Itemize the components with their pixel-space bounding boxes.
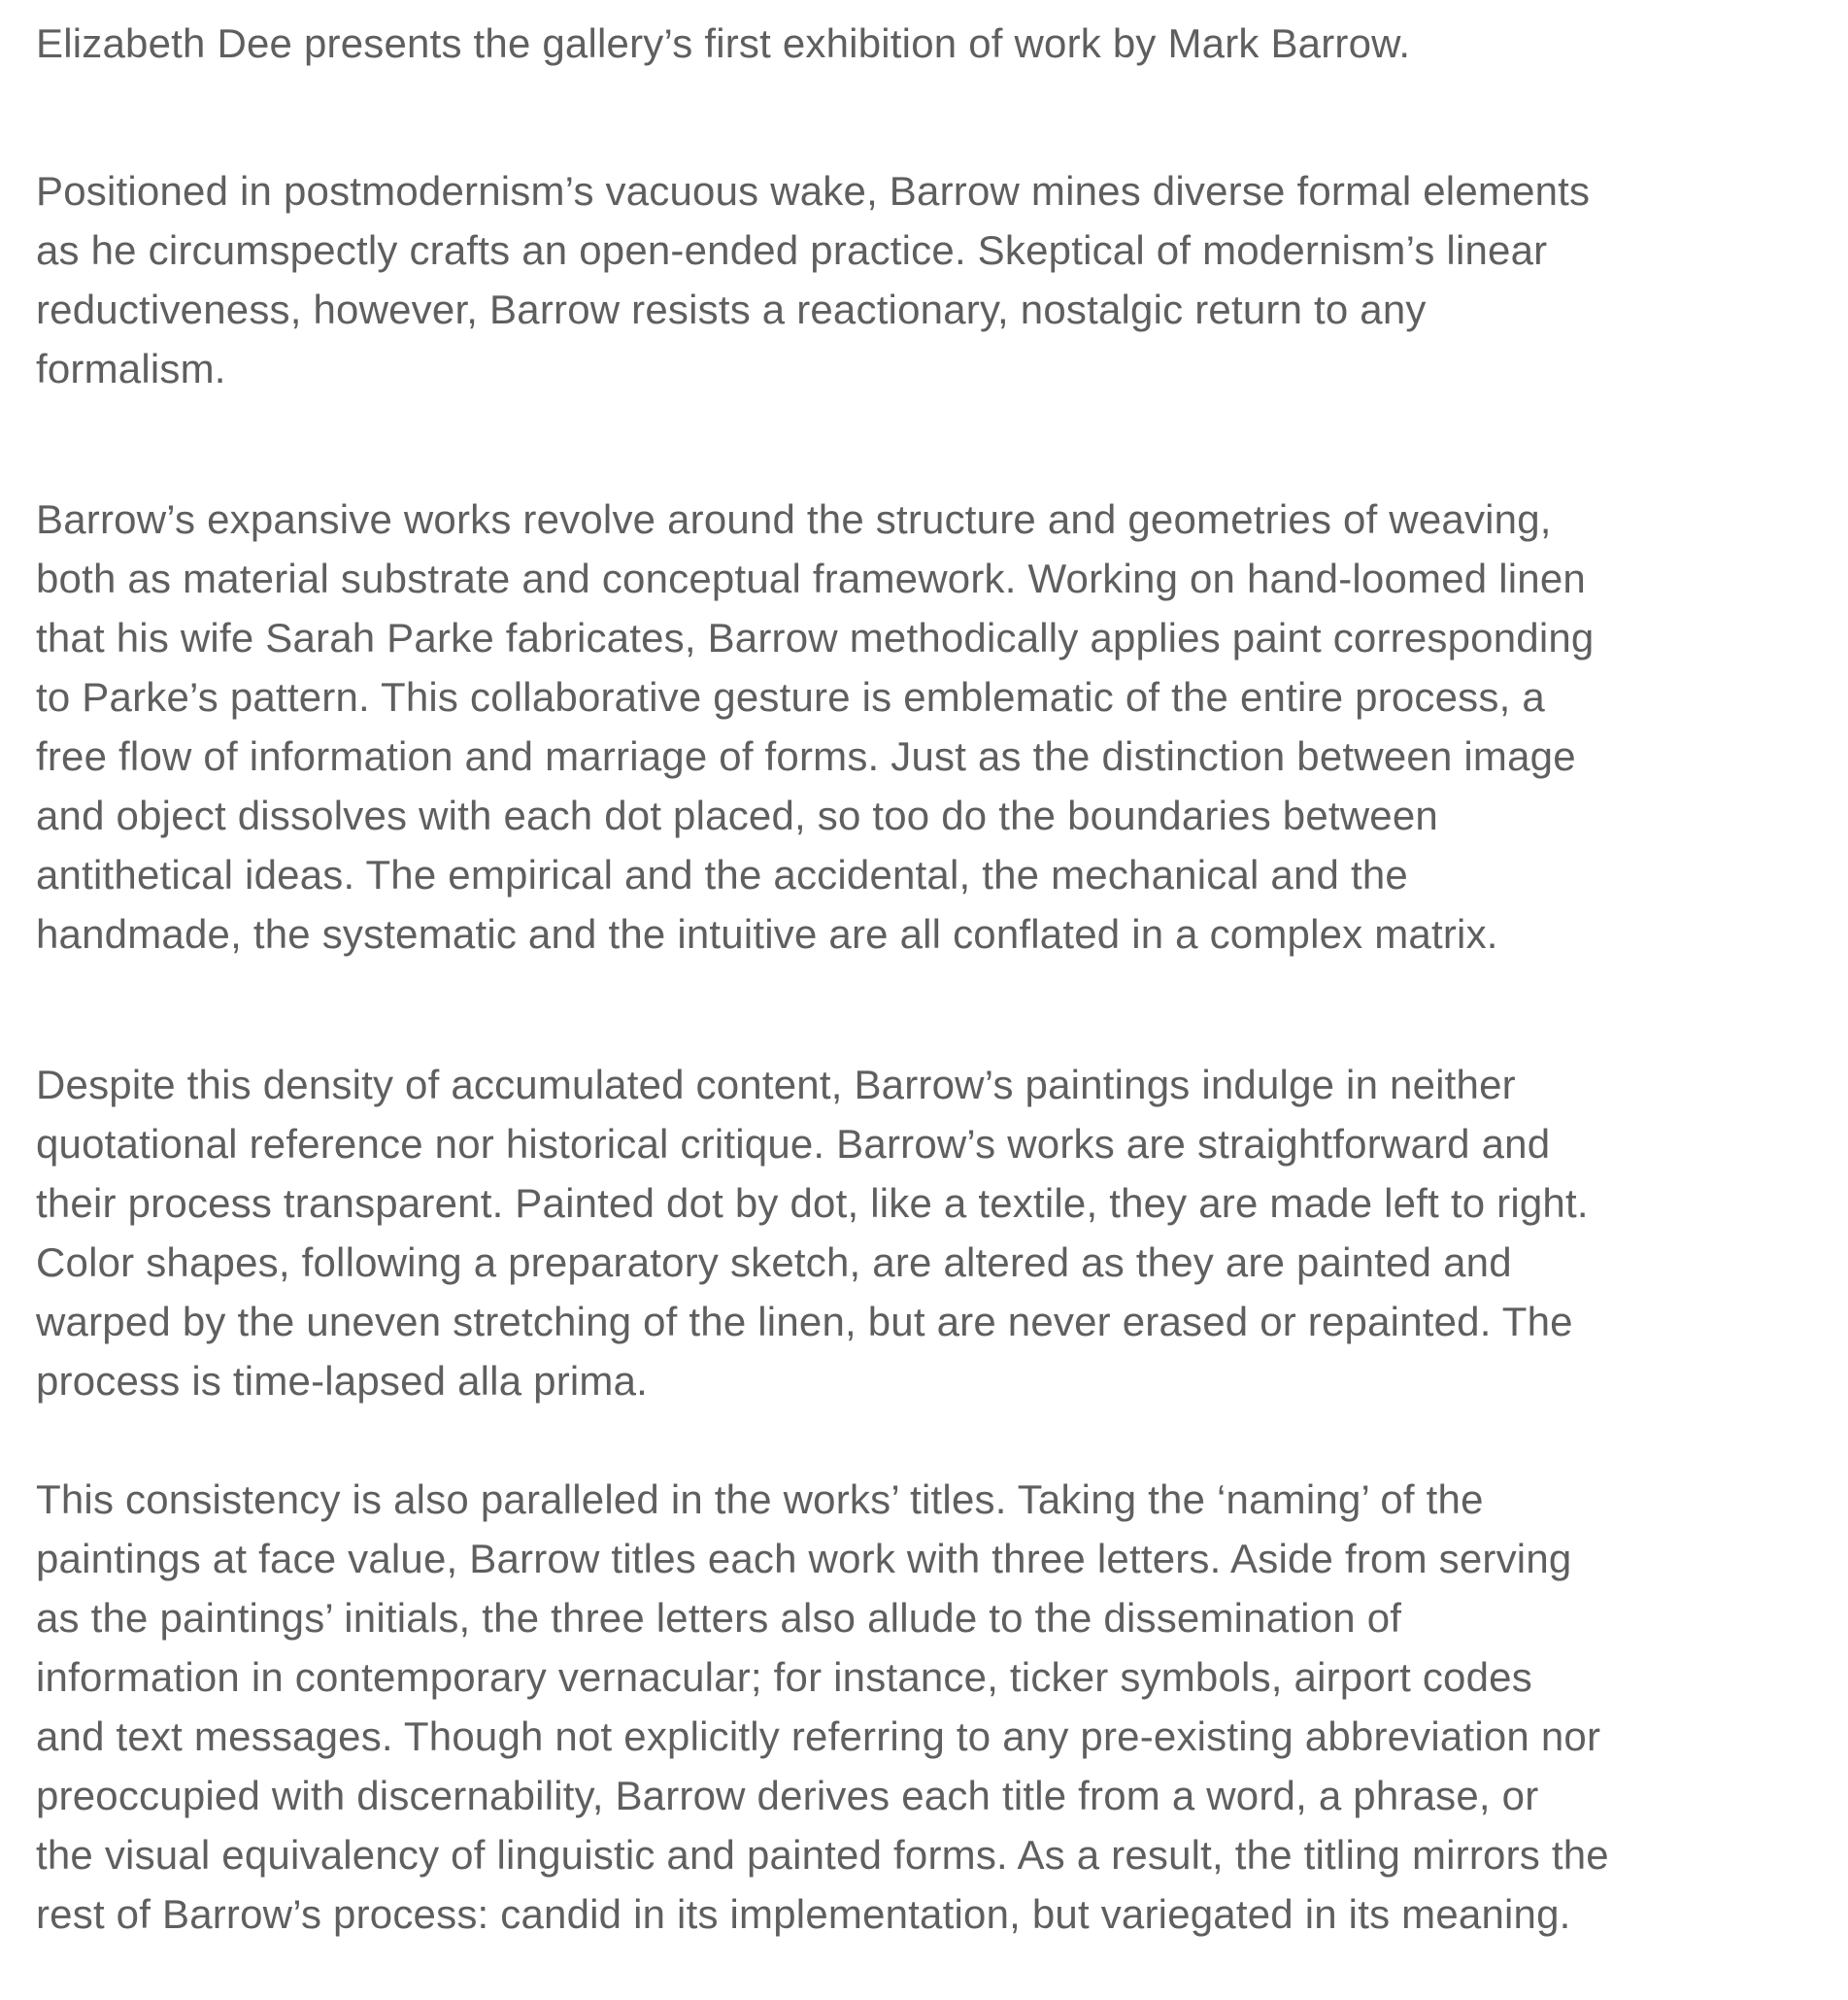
text-line: process is time-lapsed alla prima.: [36, 1358, 649, 1404]
text-line: paintings at face value, Barrow titles each work with three letters. Aside from serving: [36, 1536, 1572, 1581]
text-line: Positioned in postmodernism’s vacuous wake, Barrow mines diverse formal elements: [36, 168, 1591, 214]
text-line: and object dissolves with each dot placed, so too do the boundaries between: [36, 793, 1438, 838]
press-release-body: [36, 14, 1813, 1944]
text-line: handmade, the systematic and the intuitive are all conflated in a complex matrix.: [36, 911, 1498, 957]
text-line: This consistency is also paralleled in the works’ titles. Taking the ‘naming’ of the: [36, 1476, 1484, 1522]
text-line: as the paintings’ initials, the three letters also allude to the dissemination of: [36, 1595, 1402, 1641]
text-line: the visual equivalency of linguistic and painted forms. As a result, the titling mirrors the: [36, 1832, 1609, 1878]
paragraph-weaving: [36, 490, 1813, 964]
text-line: that his wife Sarah Parke fabricates, Barrow methodically applies paint corresponding: [36, 615, 1595, 661]
text-line: quotational reference nor historical critique. Barrow’s works are straightforward and: [36, 1121, 1551, 1167]
text-line: both as material substrate and conceptual framework. Working on hand-loomed linen: [36, 556, 1586, 601]
text-line: Barrow’s expansive works revolve around the structure and geometries of weaving,: [36, 496, 1552, 542]
paragraph-titles: [36, 1470, 1813, 1944]
text-line: to Parke’s pattern. This collaborative gesture is emblematic of the entire process, a: [36, 674, 1545, 720]
paragraph-intro: [36, 14, 1813, 73]
paragraph-postmodernism: [36, 161, 1813, 398]
text-line: information in contemporary vernacular; for instance, ticker symbols, airport codes: [36, 1654, 1532, 1700]
paragraph-process: [36, 1055, 1813, 1410]
text-line: their process transparent. Painted dot by dot, like a textile, they are made left to right.: [36, 1180, 1589, 1226]
text-line: rest of Barrow’s process: candid in its implementation, but variegated in its meaning.: [36, 1891, 1571, 1937]
text-line: antithetical ideas. The empirical and the accidental, the mechanical and the: [36, 852, 1408, 898]
text-line: Elizabeth Dee presents the gallery’s first exhibition of work by Mark Barrow.: [36, 20, 1411, 66]
text-line: free flow of information and marriage of forms. Just as the distinction between image: [36, 733, 1576, 779]
text-line: as he circumspectly crafts an open-ended practice. Skeptical of modernism’s linear: [36, 227, 1548, 273]
text-line: Despite this density of accumulated content, Barrow’s paintings indulge in neither: [36, 1062, 1516, 1107]
text-line: formalism.: [36, 346, 226, 391]
text-line: and text messages. Though not explicitly referring to any pre-existing abbreviation nor: [36, 1713, 1601, 1759]
text-line: Color shapes, following a preparatory sketch, are altered as they are painted and: [36, 1239, 1512, 1285]
text-line: warped by the uneven stretching of the linen, but are never erased or repainted. The: [36, 1299, 1573, 1344]
text-line: reductiveness, however, Barrow resists a reactionary, nostalgic return to any: [36, 287, 1427, 332]
text-line: preoccupied with discernability, Barrow derives each title from a word, a phrase, or: [36, 1773, 1539, 1818]
